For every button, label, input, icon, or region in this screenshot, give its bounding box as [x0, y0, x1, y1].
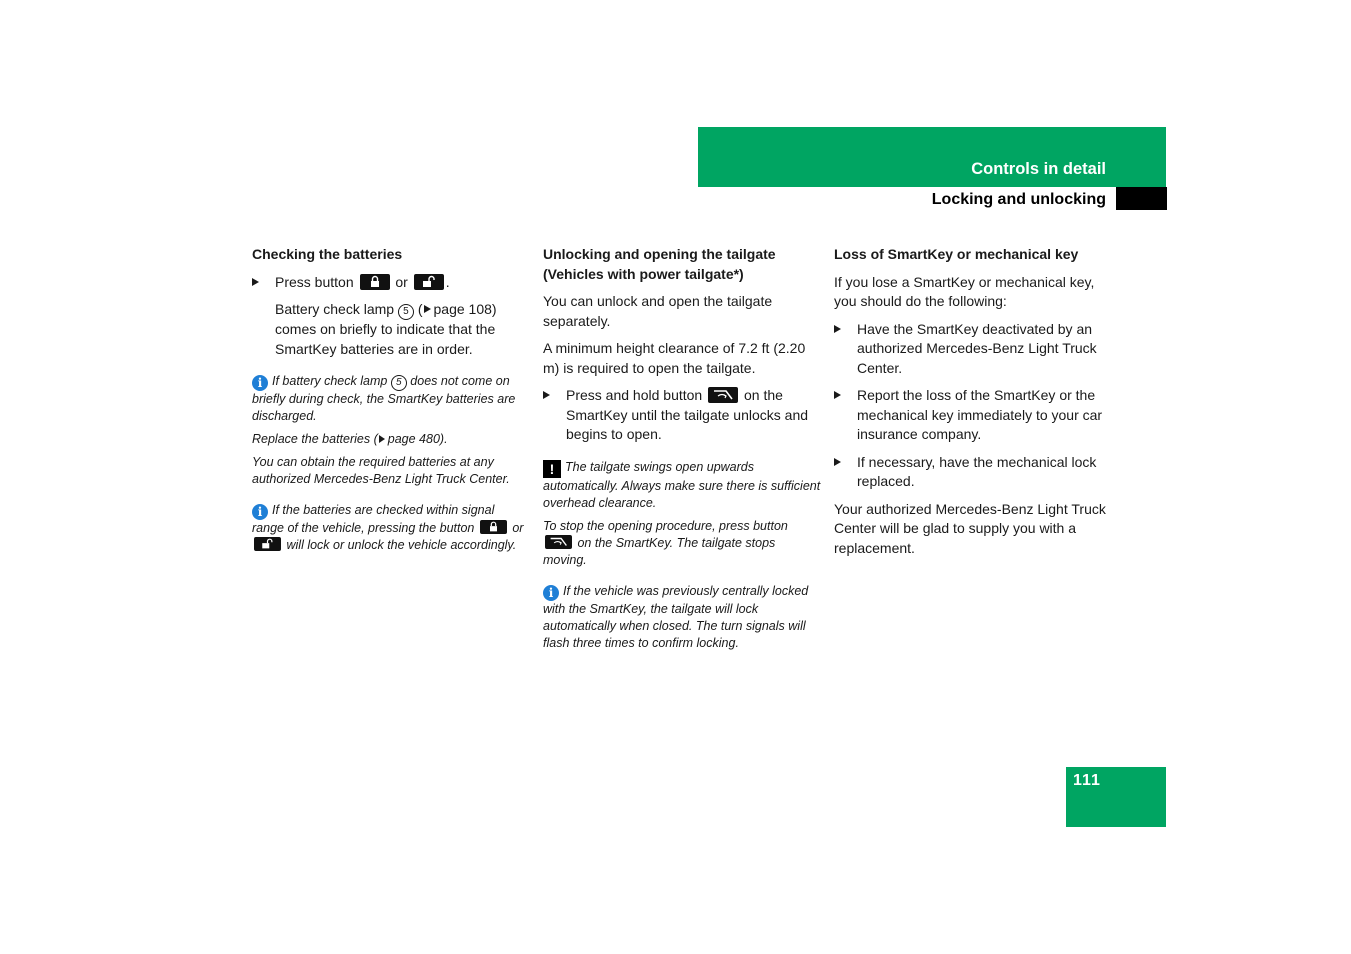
- lock-button-icon: [360, 274, 390, 290]
- heading-loss-of-key: Loss of SmartKey or mechanical key: [834, 246, 1079, 262]
- page-reference-link[interactable]: page 108): [433, 301, 497, 317]
- instruction-press-hold: Press and hold button on the SmartKey until the tailgate unlocks and begins to open.: [543, 386, 821, 445]
- list-item: Have the SmartKey deactivated by an authorized Mercedes-Benz Light Truck Center.: [834, 320, 1109, 379]
- note-obtain-batteries: You can obtain the required batteries at any authorized Mercedes-Benz Light Truck Center.: [252, 455, 510, 486]
- heading-checking-batteries: Checking the batteries: [252, 246, 403, 262]
- page-reference-link[interactable]: page 480).: [387, 432, 448, 446]
- loss-paragraph-1: If you lose a SmartKey or mechanical key, you should do the following:: [834, 273, 1095, 309]
- bullet-triangle-icon: [834, 458, 841, 466]
- unlock-button-icon: [414, 274, 444, 290]
- tailgate-button-icon: [708, 387, 738, 403]
- info-icon: i: [543, 585, 559, 601]
- warning-note-clearance: ! The tailgate swings open upwards automatically. Always make sure there is sufficient overhead clearance.: [543, 459, 821, 510]
- info-icon: i: [252, 375, 268, 391]
- column-tailgate: [543, 245, 821, 658]
- warning-icon: !: [543, 460, 561, 478]
- page-number: 111: [1073, 772, 1101, 789]
- column-loss-of-key: [834, 245, 1109, 566]
- note-stop-opening: To stop the opening procedure, press button on the SmartKey. The tailgate stops moving.: [543, 518, 788, 567]
- tailgate-button-icon: [545, 535, 572, 549]
- column-checking-batteries: [252, 245, 527, 560]
- unlock-button-icon: [254, 537, 281, 551]
- info-note-signal-range: i If the batteries are checked within signal range of the vehicle, pressing the button or will lock or unlock the vehicle accordingly.: [252, 503, 524, 552]
- instruction-press-button: Press button or .: [252, 273, 527, 293]
- list-item: If necessary, have the mechanical lock replaced.: [834, 453, 1109, 492]
- info-note-battery-lamp: i If battery check lamp 5 does not come on briefly during check, the SmartKey batteries are discharged.: [252, 374, 516, 423]
- subsection-title: Locking and unlocking: [931, 191, 1106, 208]
- list-item: Report the loss of the SmartKey or the mechanical key immediately to your car insurance company.: [834, 386, 1109, 445]
- tailgate-paragraph-2: A minimum height clearance of 7.2 ft (2.20 m) is required to open the tailgate.: [543, 340, 806, 376]
- lock-button-icon: [480, 520, 507, 534]
- info-note-central-lock: i If the vehicle was previously centrally locked with the SmartKey, the tailgate will lock automatically when closed. The turn signals will flash three times to confirm locking.: [543, 583, 809, 650]
- section-title: Controls in detail: [971, 160, 1106, 178]
- loss-paragraph-2: Your authorized Mercedes-Benz Light Truck Center will be glad to supply you with a replacement.: [834, 500, 1106, 556]
- battery-check-paragraph: Battery check lamp 5 ( page 108) comes on briefly to indicate that the SmartKey batteries are in order.: [275, 301, 497, 357]
- heading-tailgate: Unlocking and opening the tailgate (Vehicles with power tailgate*): [543, 246, 776, 282]
- bullet-triangle-icon: [543, 391, 550, 399]
- page-number-box: [1066, 767, 1166, 827]
- page-reference-icon: [424, 305, 431, 313]
- info-icon: i: [252, 504, 268, 520]
- bullet-triangle-icon: [252, 278, 259, 286]
- bullet-triangle-icon: [834, 391, 841, 399]
- note-replace-batteries: Replace the batteries ( page 480).: [252, 432, 448, 446]
- page-reference-icon: [379, 435, 385, 443]
- tailgate-paragraph-1: You can unlock and open the tailgate separately.: [543, 293, 773, 329]
- bullet-triangle-icon: [834, 325, 841, 333]
- section-marker-tab: [1116, 187, 1167, 210]
- lamp-number-badge: 5: [391, 375, 407, 391]
- lamp-number-badge: 5: [398, 304, 414, 320]
